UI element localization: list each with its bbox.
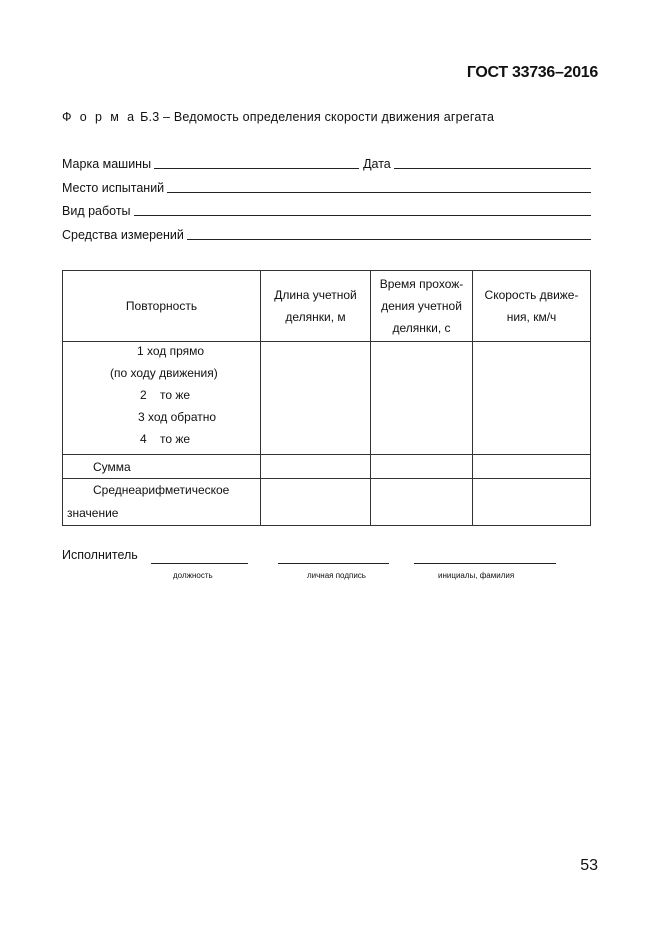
header-repetition — [63, 271, 261, 342]
work-type-row — [62, 202, 591, 218]
repetition-2-text: то же — [160, 388, 191, 402]
machine-brand-blank[interactable] — [154, 167, 359, 169]
sum-speed-cell[interactable] — [473, 455, 591, 479]
average-label — [63, 479, 261, 526]
header-time — [371, 271, 473, 342]
position-caption: должность — [173, 571, 213, 580]
table-row — [63, 342, 591, 455]
page-number: 53 — [580, 857, 598, 874]
machine-date-row — [62, 155, 591, 171]
sum-time-cell[interactable] — [371, 455, 473, 479]
measuring-tools-row — [62, 226, 591, 242]
test-place-blank[interactable] — [167, 191, 591, 193]
average-speed-cell[interactable] — [473, 479, 591, 526]
signature-block — [62, 548, 591, 588]
form-title-text: Б.3 – Ведомость определения скорости движения агрегата — [140, 110, 495, 124]
header-length-line2: делянки, м — [285, 310, 346, 324]
header-time-line1: Время прохож- — [379, 277, 464, 291]
header-speed-line1: Скорость движе- — [484, 288, 579, 302]
test-place-label: Место испытаний — [62, 181, 165, 195]
average-label-line2: значение — [67, 506, 119, 520]
average-time-cell[interactable] — [371, 479, 473, 526]
machine-brand-label: Марка машины — [62, 157, 152, 171]
repetitions-cell — [63, 342, 261, 455]
executor-label: Исполнитель — [62, 548, 138, 562]
repetition-1: 1 ход прямо — [137, 344, 205, 358]
repetition-2-number: 2 — [140, 388, 147, 402]
header-length-line1: Длина учетной — [274, 288, 357, 302]
work-type-blank[interactable] — [134, 214, 591, 216]
header-time-line3: делянки, с — [392, 321, 451, 335]
header-speed-line2: ния, км/ч — [506, 310, 557, 324]
repetition-1-note: (по ходу движения) — [110, 366, 218, 380]
speed-table — [62, 270, 591, 526]
date-label: Дата — [363, 157, 391, 171]
measuring-tools-label: Средства измерений — [62, 228, 184, 242]
table-header-row — [63, 271, 591, 342]
work-type-label: Вид работы — [62, 204, 131, 218]
table-row-sum — [63, 455, 591, 479]
signature-blank[interactable] — [278, 562, 389, 564]
name-blank[interactable] — [414, 562, 556, 564]
date-blank[interactable] — [394, 167, 591, 169]
signature-caption: личная подпись — [307, 571, 366, 580]
repetition-4-number: 4 — [140, 432, 147, 446]
measuring-tools-blank[interactable] — [187, 238, 591, 240]
header-length — [261, 271, 371, 342]
time-cell[interactable] — [371, 342, 473, 455]
average-length-cell[interactable] — [261, 479, 371, 526]
speed-cell[interactable] — [473, 342, 591, 455]
test-place-row — [62, 179, 591, 195]
length-cell[interactable] — [261, 342, 371, 455]
form-title-prefix: Ф о р м а — [62, 110, 137, 124]
table-row-average — [63, 479, 591, 526]
average-label-line1: Среднеарифметическое — [93, 483, 230, 497]
document-code: ГОСТ 33736–2016 — [466, 64, 598, 81]
form-title — [62, 110, 494, 124]
repetition-4-text: то же — [160, 432, 191, 446]
sum-label: Сумма — [63, 455, 261, 479]
sum-length-cell[interactable] — [261, 455, 371, 479]
header-repetition-text: Повторность — [125, 299, 198, 313]
header-time-line2: дения учетной — [381, 299, 462, 313]
header-speed — [473, 271, 591, 342]
position-blank[interactable] — [151, 562, 248, 564]
name-caption: инициалы, фамилия — [438, 571, 515, 580]
repetition-3: 3 ход обратно — [138, 410, 217, 424]
